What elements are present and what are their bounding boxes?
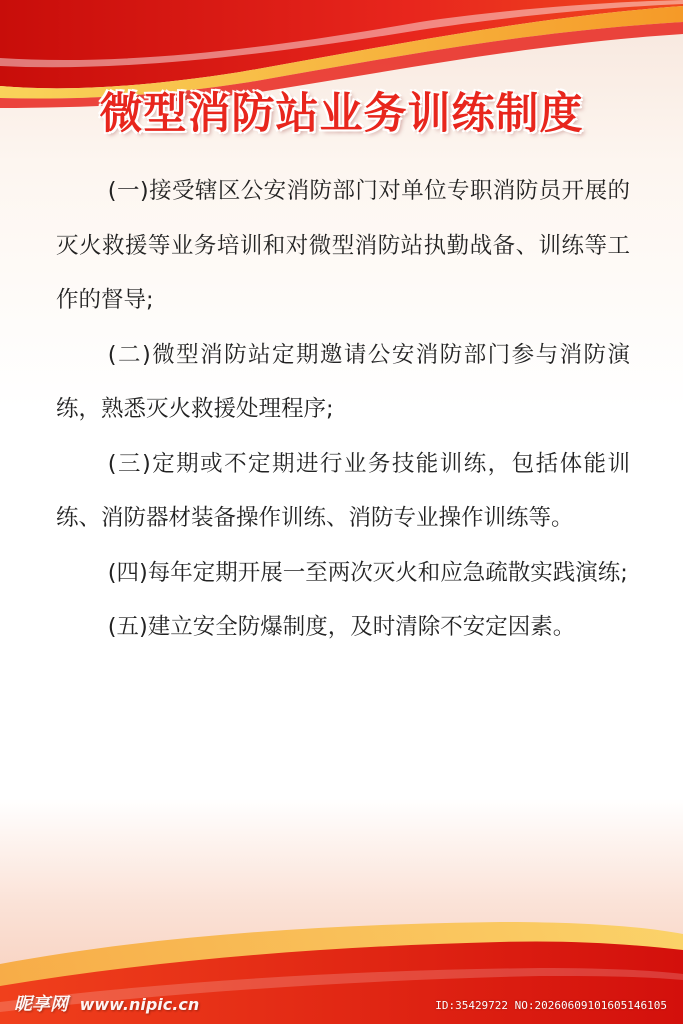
- site-watermark: [14, 990, 199, 1016]
- regulation-clause-1: (一)接受辖区公安消防部门对单位专职消防员开展的灭火救援等业务培训和对微型消防站执勤战备、训练等工作的督导;: [56, 178, 630, 313]
- regulation-body: [56, 164, 630, 655]
- regulation-clause-4: (四)每年定期开展一至两次灭火和应急疏散实践演练;: [107, 559, 628, 586]
- regulation-clause-2: (二)微型消防站定期邀请公安消防部门参与消防演练，熟悉灭火救援处理程序;: [56, 341, 630, 422]
- watermark-brand: 昵享网: [14, 994, 68, 1015]
- regulation-clause-3: (三)定期或不定期进行业务技能训练，包括体能训练、消防器材装备操作训练、消防专业操作训练等。: [56, 450, 630, 531]
- regulation-clause-5: (五)建立安全防爆制度，及时清除不安定因素。: [107, 614, 576, 640]
- page-title: 微型消防站业务训练制度: [99, 89, 584, 139]
- watermark-url: www.nipic.cn: [79, 995, 200, 1014]
- image-id-text: ID:35429722 NO:20260609101605146105: [435, 999, 667, 1012]
